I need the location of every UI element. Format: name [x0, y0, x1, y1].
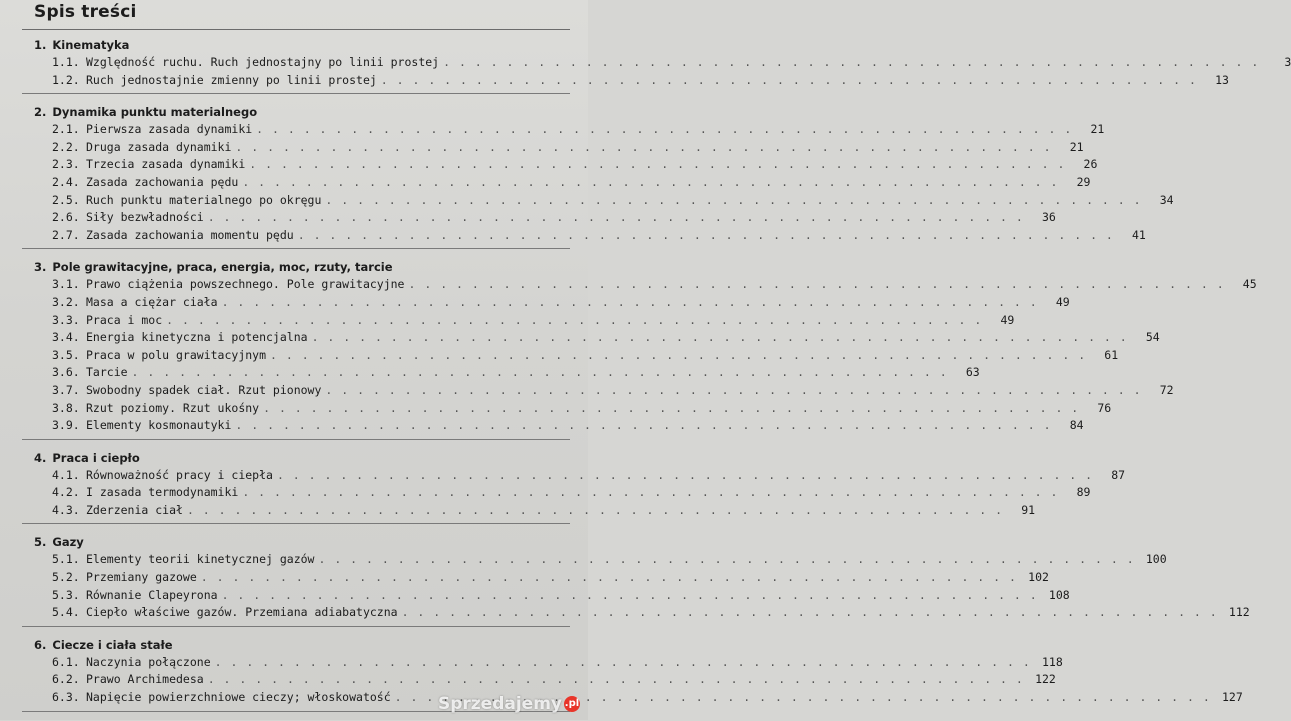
section-title: Tarcie [86, 365, 128, 380]
section-number: 2.2. [52, 139, 80, 154]
toc-entry [52, 276, 1257, 294]
section-page-number: 87 [1111, 467, 1126, 482]
section-title: Pierwsza zasada dynamiki [86, 122, 253, 137]
section-page-number: 34 [1159, 192, 1174, 207]
section-page-number: 29 [1076, 174, 1091, 189]
section-number: 4.1. [52, 467, 80, 482]
toc-entry [52, 502, 1036, 520]
dot-leader [298, 227, 1114, 245]
toc-entry [52, 417, 1084, 435]
toc-entry [52, 192, 1174, 210]
dot-leader [208, 671, 1024, 689]
section-title: Ruch punktu materialnego po okręgu [86, 192, 322, 207]
dot-leader [208, 209, 1024, 227]
chapter-title: Praca i ciepło [52, 450, 140, 465]
section-page-number: 72 [1159, 382, 1174, 397]
dot-leader [242, 484, 1058, 502]
section-title: Prawo ciążenia powszechnego. Pole grawitacyjne [86, 277, 405, 292]
section-page-number: 49 [1000, 312, 1015, 327]
dot-leader [235, 417, 1051, 435]
section-title: Zderzenia ciał [86, 502, 183, 517]
toc-entry [52, 654, 1063, 672]
toc-chapter [0, 36, 1291, 94]
section-number: 6.2. [52, 672, 80, 687]
section-page-number: 89 [1076, 485, 1091, 500]
section-title: Energia kinetyczna i potencjalna [86, 330, 308, 345]
chapter-title: Pole grawitacyjne, praca, energia, moc, rzuty, tarcie [52, 260, 393, 275]
chapter-heading [34, 103, 588, 121]
section-number: 3.2. [52, 294, 80, 309]
section-page-number: 102 [1028, 570, 1049, 585]
dot-leader [242, 174, 1058, 192]
section-title: Zasada zachowania momentu pędu [86, 227, 294, 242]
section-number: 5.2. [52, 570, 80, 585]
section-title: Równoważność pracy i ciepła [86, 467, 273, 482]
section-page-number: 3 [1284, 55, 1291, 69]
section-page-number: 13 [1215, 72, 1229, 87]
section-title: Przemiany gazowe [86, 570, 197, 585]
section-number: 3.1. [52, 277, 80, 292]
dot-leader [409, 276, 1225, 294]
toc-entry [52, 551, 1167, 569]
dot-leader [402, 604, 1218, 622]
section-page-number: 76 [1097, 400, 1112, 415]
section-number: 4.2. [52, 485, 80, 500]
section-number: 6.3. [52, 690, 80, 705]
section-page-number: 91 [1021, 502, 1036, 517]
section-number: 6.1. [52, 654, 80, 669]
dot-leader [235, 139, 1051, 157]
section-title: I zasada termodynamiki [86, 485, 239, 500]
section-page-number: 41 [1132, 227, 1146, 242]
section-number: 3.5. [52, 347, 80, 362]
toc-entry [52, 400, 1112, 418]
dot-leader [312, 329, 1128, 347]
chapter-number: 6. [34, 637, 47, 652]
section-page-number: 49 [1055, 294, 1070, 309]
section-title: Praca i moc [86, 312, 163, 327]
toc-entry [52, 156, 1098, 174]
toc-entry [52, 484, 1091, 502]
toc-entry [52, 139, 1084, 157]
chapter-number: 3. [34, 260, 47, 275]
dot-leader [263, 400, 1079, 418]
section-title: Zasada zachowania pędu [86, 174, 239, 189]
dot-leader [249, 156, 1065, 174]
toc-entry [52, 174, 1091, 192]
chapter-title: Kinematyka [52, 38, 130, 52]
chapter-title: Dynamika punktu materialnego [52, 105, 258, 120]
toc-entry [52, 364, 980, 382]
section-page-number: 63 [965, 365, 980, 380]
watermark-suffix: .pl [564, 696, 580, 712]
chapter-heading [34, 533, 588, 551]
section-page-number: 122 [1035, 672, 1056, 687]
chapter-number: 4. [34, 450, 47, 465]
section-number: 2.5. [52, 192, 80, 207]
dot-leader [187, 502, 1003, 520]
section-title: Naczynia połączone [86, 654, 211, 669]
toc-entry [52, 347, 1119, 365]
chapter-heading [34, 636, 588, 654]
section-number: 3.6. [52, 365, 80, 380]
dot-leader [270, 347, 1086, 365]
section-title: Względność ruchu. Ruch jednostajny po linii prostej [86, 55, 440, 69]
section-page-number: 108 [1048, 587, 1070, 602]
chapter-heading [34, 449, 588, 467]
toc-entry [52, 121, 1105, 139]
table-of-contents [0, 36, 1291, 721]
toc-entry [52, 671, 1056, 689]
section-title: Swobodny spadek ciał. Rzut pionowy [86, 382, 322, 397]
toc-entry [52, 72, 1229, 90]
section-number: 2.4. [52, 174, 80, 189]
toc-entry [52, 227, 1146, 245]
toc-chapter [0, 103, 1174, 249]
section-title: Rzut poziomy. Rzut ukośny [86, 400, 260, 415]
section-page-number: 21 [1069, 139, 1084, 154]
section-title: Elementy kosmonautyki [86, 418, 232, 433]
dot-leader [256, 121, 1072, 139]
section-number: 2.6. [52, 210, 80, 225]
dot-leader [166, 312, 982, 330]
section-number: 1.2. [52, 72, 80, 87]
toc-entry [52, 604, 1250, 622]
dot-leader [222, 587, 1038, 605]
dot-leader [132, 364, 948, 382]
section-title: Elementy teorii kinetycznej gazów [86, 552, 315, 567]
toc-entry [52, 569, 1049, 587]
section-title: Ruch jednostajnie zmienny po linii prostej [86, 72, 377, 87]
toc-entry [52, 294, 1070, 312]
section-number: 3.8. [52, 400, 80, 415]
section-page-number: 26 [1083, 157, 1098, 172]
section-page-number: 36 [1041, 210, 1056, 225]
title-divider [22, 29, 570, 30]
section-page-number: 127 [1222, 690, 1243, 705]
section-number: 2.1. [52, 122, 80, 137]
section-number: 2.7. [52, 227, 80, 242]
section-number: 3.9. [52, 418, 80, 433]
chapter-heading [34, 36, 588, 54]
section-number: 4.3. [52, 502, 80, 517]
section-page-number: 118 [1041, 654, 1063, 669]
watermark-logo [438, 694, 580, 714]
section-title: Masa a ciężar ciała [86, 294, 218, 309]
chapter-title: Ciecze i ciała stałe [52, 637, 173, 652]
section-title: Napięcie powierzchniowe cieczy; włoskowatość [86, 690, 391, 705]
section-page-number: 21 [1090, 122, 1105, 137]
section-title: Praca w polu grawitacyjnym [86, 347, 267, 362]
toc-entry [52, 587, 1070, 605]
toc-chapter [0, 449, 1126, 525]
section-number: 3.3. [52, 312, 80, 327]
chapter-number: 1. [34, 38, 47, 52]
dot-leader [381, 72, 1197, 90]
toc-entry [52, 312, 1015, 330]
dot-leader [222, 294, 1038, 312]
chapter-heading [34, 258, 588, 276]
section-number: 3.7. [52, 382, 80, 397]
dot-leader [277, 467, 1093, 485]
section-title: Druga zasada dynamiki [86, 139, 232, 154]
section-page-number: 61 [1104, 347, 1119, 362]
dot-leader [325, 192, 1141, 210]
section-title: Trzecia zasada dynamiki [86, 157, 246, 172]
section-number: 3.4. [52, 330, 80, 345]
section-number: 5.4. [52, 605, 80, 620]
chapter-title: Gazy [52, 535, 84, 550]
page-title: Spis treści [34, 2, 137, 22]
toc-entry [52, 329, 1160, 347]
section-title: Ciepło właściwe gazów. Przemiana adiabatyczna [86, 605, 398, 620]
section-number: 1.1. [52, 55, 80, 69]
section-page-number: 112 [1228, 605, 1250, 620]
dot-leader [318, 551, 1134, 569]
dot-leader [325, 382, 1141, 400]
dot-leader [215, 654, 1031, 672]
section-title: Siły bezwładności [86, 210, 204, 225]
section-title: Równanie Clapeyrona [86, 587, 218, 602]
watermark-text: Sprzedajemy [437, 694, 562, 714]
section-title: Prawo Archimedesa [86, 672, 204, 687]
chapter-number: 5. [34, 535, 47, 550]
section-page-number: 100 [1145, 552, 1167, 567]
toc-entry [52, 382, 1174, 400]
toc-entry [52, 209, 1056, 227]
section-number: 2.3. [52, 157, 80, 172]
toc-entry [52, 54, 1291, 72]
chapter-number: 2. [34, 105, 47, 120]
section-number: 5.1. [52, 552, 80, 567]
section-number: 5.3. [52, 587, 80, 602]
toc-entry [52, 467, 1126, 485]
dot-leader [201, 569, 1017, 587]
toc-chapter [0, 258, 1257, 439]
section-page-number: 84 [1069, 418, 1084, 433]
dot-leader [443, 54, 1259, 72]
toc-chapter [0, 533, 1250, 626]
section-page-number: 45 [1242, 277, 1257, 292]
section-page-number: 54 [1145, 330, 1160, 345]
